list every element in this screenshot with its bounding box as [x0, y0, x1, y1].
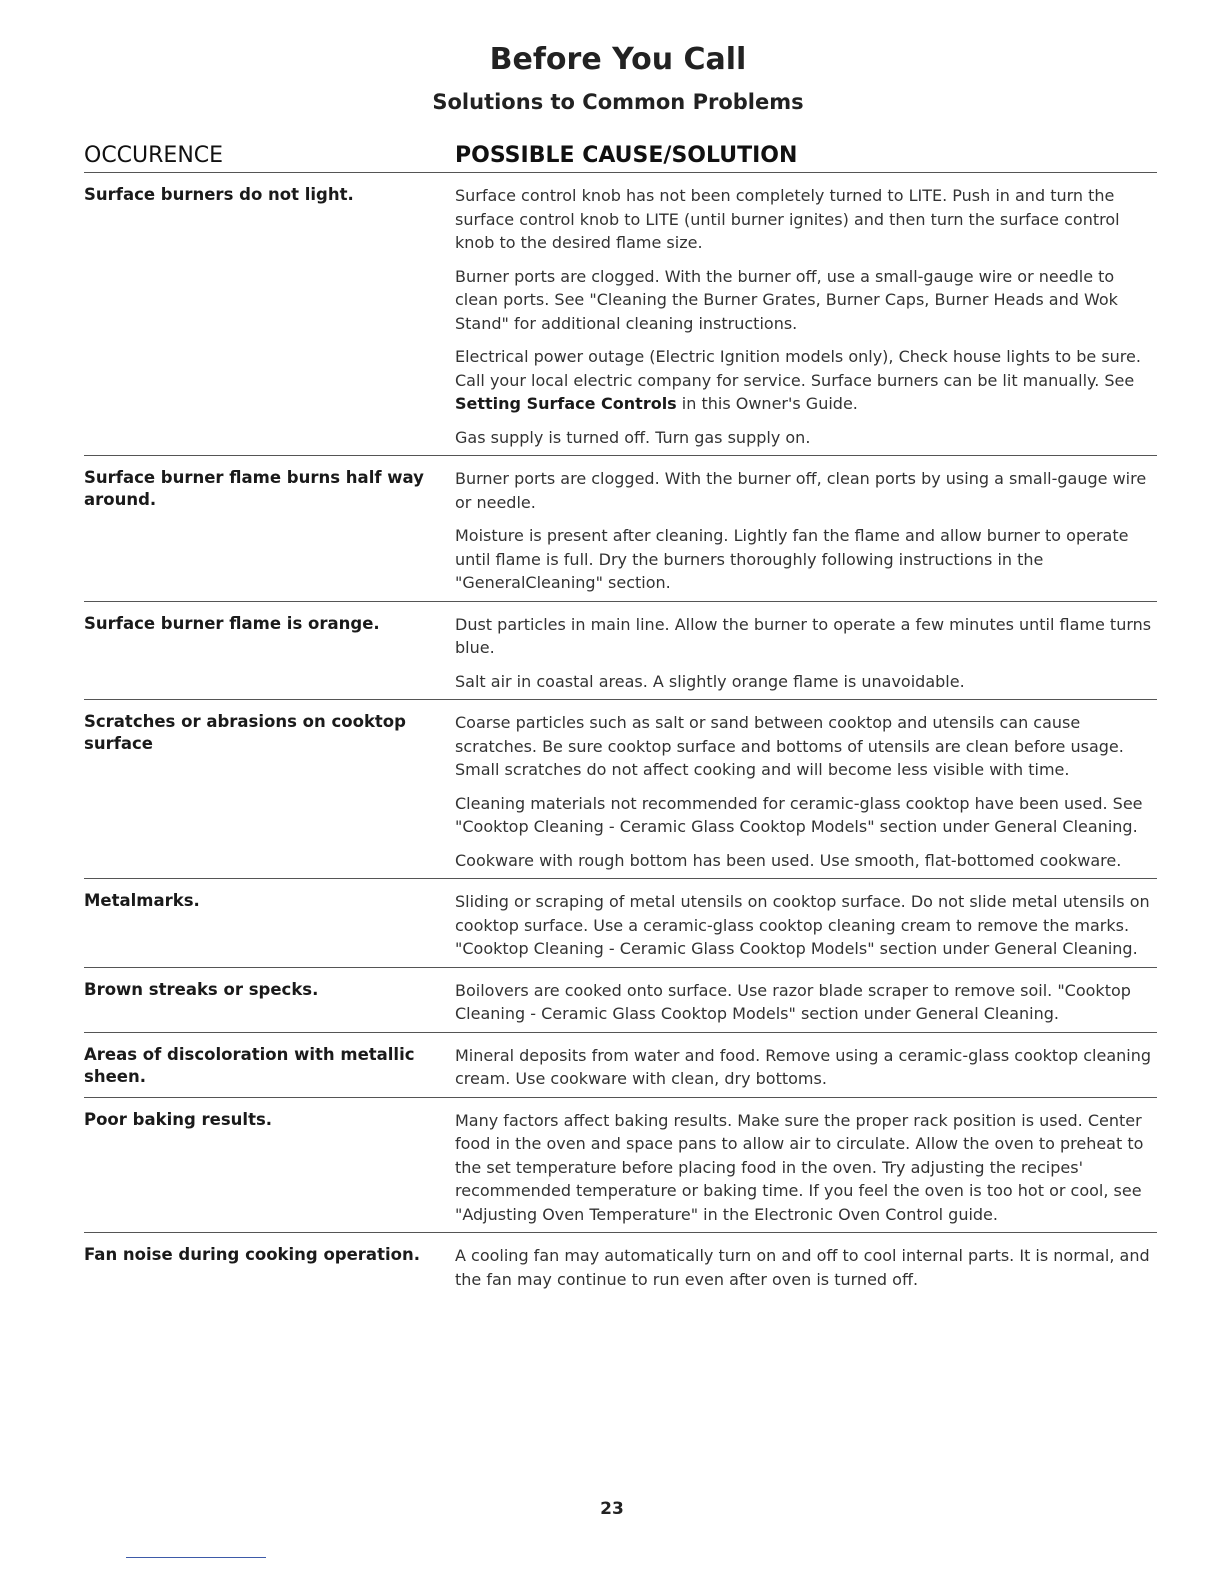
solution-list	[455, 184, 1157, 449]
table-row	[84, 1098, 1157, 1234]
solution-paragraph: Burner ports are clogged. With the burner off, clean ports by using a small-gauge wire or needle.	[455, 469, 1147, 512]
table-row	[84, 1033, 1157, 1098]
occurrence-label: Poor baking results.	[84, 1109, 273, 1129]
column-header-occurrence: OCCURENCE	[84, 143, 224, 168]
occurrence-label: Areas of discoloration with metallic sheen.	[84, 1044, 415, 1086]
solution-paragraph: Salt air in coastal areas. A slightly orange flame is unavoidable.	[455, 671, 965, 691]
table-row	[84, 602, 1157, 701]
solution-list	[455, 979, 1157, 1026]
solution-paragraph: Moisture is present after cleaning. Lightly fan the flame and allow burner to operate until flame is full. Dry the burners thoroughly following instructions in the "GeneralCleaning" section.	[455, 526, 1129, 592]
solution-paragraph: A cooling fan may automatically turn on and off to cool internal parts. It is normal, and the fan may continue to run even after oven is turned off.	[455, 1246, 1150, 1289]
table-row	[84, 879, 1157, 968]
solution-list	[455, 613, 1157, 694]
solution-list	[455, 890, 1157, 961]
solution-text: in this Owner's Guide.	[676, 394, 858, 413]
solution-paragraph: Burner ports are clogged. With the burner off, use a small-gauge wire or needle to clean ports. See "Cleaning the Burner Grates, Burner Caps, Burner Heads and Wok Stand" for additional cleaning instructions.	[455, 266, 1118, 333]
solution-reference: Setting Surface Controls	[455, 394, 677, 413]
solution-list	[455, 467, 1157, 595]
solution-paragraph: Many factors affect baking results. Make sure the proper rack position is used. Center food in the oven and space pans to allow air to circulate. Allow the oven to preheat to the set temperature before placing food in the oven. Try adjusting the recipes' recommended temperature or baking time. If you feel the oven is too hot or cool, see "Adjusting Oven Temperature" in the Electronic Oven Control guide.	[455, 1110, 1144, 1224]
table-row	[84, 456, 1157, 602]
solution-paragraph	[455, 345, 1157, 416]
solution-list	[455, 1044, 1157, 1091]
page-title: Before You Call	[489, 42, 747, 77]
occurrence-label: Surface burners do not light.	[84, 185, 354, 204]
occurrence-label: Fan noise during cooking operation.	[84, 1245, 420, 1264]
table-row	[84, 700, 1157, 879]
occurrence-label: Metalmarks.	[84, 891, 200, 910]
occurrence-label: Brown streaks or specks.	[84, 979, 319, 999]
table-row	[84, 968, 1157, 1033]
solution-paragraph: Cookware with rough bottom has been used. Use smooth, flat-bottomed cookware.	[455, 850, 1122, 870]
solution-list	[455, 1244, 1157, 1291]
column-header-solution: POSSIBLE CAUSE/SOLUTION	[455, 143, 798, 168]
solution-paragraph: Gas supply is turned off. Turn gas supply on.	[455, 427, 811, 447]
occurrence-label: Surface burner flame burns half way around.	[84, 468, 424, 509]
table-row	[84, 173, 1157, 456]
solution-list	[455, 711, 1157, 872]
troubleshooting-table	[84, 173, 1157, 1297]
solution-paragraph: Boilovers are cooked onto surface. Use razor blade scraper to remove soil. "Cooktop Cleaning - Ceramic Glass Cooktop Models" section under General Cleaning.	[455, 980, 1131, 1023]
solution-paragraph: Coarse particles such as salt or sand between cooktop and utensils can cause scratches. Be sure cooktop surface and bottoms of utensils are clean before usage. Small scratches do not affect cooking and will become less visible with time.	[455, 713, 1124, 779]
page-subtitle: Solutions to Common Problems	[432, 90, 804, 114]
solution-paragraph: Mineral deposits from water and food. Remove using a ceramic-glass cooktop cleaning cream. Use cookware with clean, dry bottoms.	[455, 1045, 1152, 1088]
table-row	[84, 1233, 1157, 1297]
solution-text: Electrical power outage (Electric Ignition models only), Check house lights to be sure. Call your local electric company for service. Surface burners can be lit manually. See	[455, 347, 1141, 390]
solution-paragraph: Sliding or scraping of metal utensils on cooktop surface. Do not slide metal utensils on cooktop surface. Use a ceramic-glass cooktop cleaning cream to remove the marks. "Cooktop Cleaning - Ceramic Glass Cooktop Models" section under General Cleaning.	[455, 892, 1150, 958]
page-number: 23	[600, 1499, 624, 1519]
solution-list	[455, 1109, 1157, 1227]
occurrence-label: Surface burner flame is orange.	[84, 613, 380, 633]
solution-paragraph: Surface control knob has not been completely turned to LITE. Push in and turn the surface control knob to LITE (until burner ignites) and then turn the surface control knob to the desired flame size.	[455, 186, 1120, 252]
footer-divider	[126, 1557, 266, 1558]
solution-paragraph: Cleaning materials not recommended for ceramic-glass cooktop have been used. See "Cooktop Cleaning - Ceramic Glass Cooktop Models" section under General Cleaning.	[455, 793, 1143, 836]
occurrence-label: Scratches or abrasions on cooktop surface	[84, 712, 406, 753]
solution-paragraph: Dust particles in main line. Allow the burner to operate a few minutes until flame turns blue.	[455, 614, 1152, 657]
